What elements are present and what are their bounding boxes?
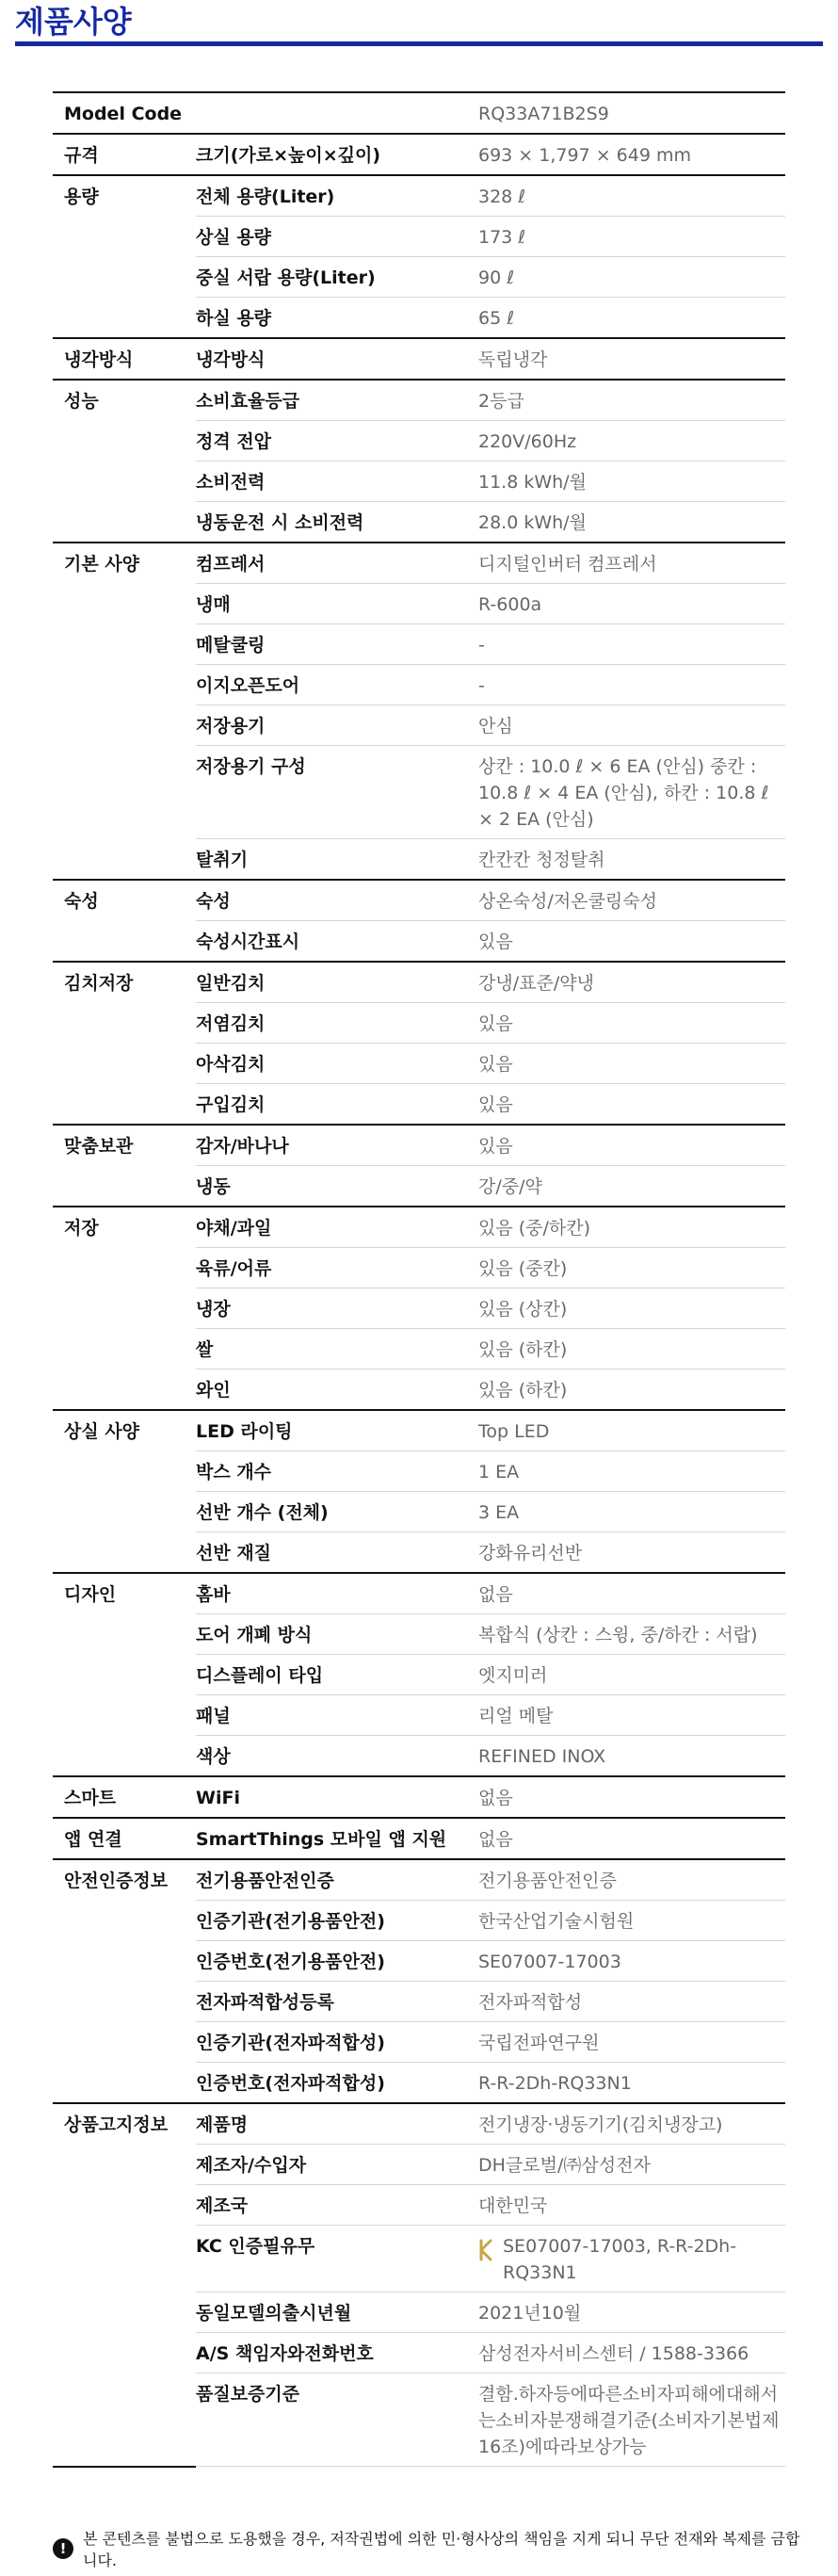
spec-category: 김치저장 xyxy=(53,962,196,1003)
spec-category-empty xyxy=(53,1736,196,1777)
spec-category: 용량 xyxy=(53,175,196,217)
kc-value-wrap xyxy=(478,2233,780,2286)
spec-label: 컴프레서 xyxy=(196,543,478,584)
spec-category-empty xyxy=(53,1166,196,1207)
spec-row xyxy=(53,746,785,839)
spec-row xyxy=(53,1901,785,1941)
spec-label: LED 라이팅 xyxy=(196,1410,478,1451)
spec-category-empty xyxy=(53,2022,196,2063)
spec-label: 도어 개폐 방식 xyxy=(196,1614,478,1655)
spec-value: 강화유리선반 xyxy=(478,1532,785,1574)
spec-label: 아삭김치 xyxy=(196,1044,478,1084)
spec-value: 28.0 kWh/월 xyxy=(478,502,785,543)
spec-row xyxy=(53,2063,785,2104)
exclamation-circle-icon: ! xyxy=(53,2538,73,2559)
copyright-notice xyxy=(53,2527,806,2570)
spec-row xyxy=(53,2103,785,2145)
spec-category-empty xyxy=(53,2292,196,2333)
spec-row xyxy=(53,462,785,502)
spec-label: 제조국 xyxy=(196,2185,478,2226)
spec-value: 있음 (상칸) xyxy=(478,1288,785,1329)
spec-label: 정격 전압 xyxy=(196,421,478,462)
spec-label: 전자파적합성등록 xyxy=(196,1982,478,2022)
spec-value: 없음 xyxy=(478,1776,785,1818)
spec-value: 없음 xyxy=(478,1818,785,1859)
spec-label: 전기용품안전인증 xyxy=(196,1859,478,1901)
spec-category-empty xyxy=(53,1532,196,1574)
spec-row xyxy=(53,921,785,963)
spec-category-empty xyxy=(53,502,196,543)
spec-row xyxy=(53,2226,785,2292)
spec-category: 안전인증정보 xyxy=(53,1859,196,1901)
spec-row xyxy=(53,298,785,339)
spec-row xyxy=(53,1003,785,1044)
model-code-label: Model Code xyxy=(53,92,478,134)
kc-value-text: SE07007-17003, R-R-2Dh-RQ33N1 xyxy=(503,2236,737,2283)
spec-category-empty xyxy=(53,1044,196,1084)
spec-row xyxy=(53,175,785,217)
spec-category-empty xyxy=(53,1492,196,1532)
spec-category: 냉각방식 xyxy=(53,338,196,380)
spec-category-empty xyxy=(53,746,196,839)
spec-category-empty xyxy=(53,1329,196,1369)
spec-label: 숙성 xyxy=(196,880,478,921)
spec-row xyxy=(53,1207,785,1248)
spec-row xyxy=(53,502,785,543)
spec-value: 3 EA xyxy=(478,1492,785,1532)
spec-value: 독립냉각 xyxy=(478,338,785,380)
spec-value: 있음 xyxy=(478,1003,785,1044)
copyright-notice-text: 본 콘텐츠를 불법으로 도용했을 경우, 저작권법에 의한 민·형사상의 책임을 지게 되니 무단 전재와 복제를 금합니다. xyxy=(83,2530,800,2569)
spec-value: 없음 xyxy=(478,1573,785,1614)
spec-category-empty xyxy=(53,462,196,502)
spec-value: - xyxy=(478,665,785,705)
spec-row xyxy=(53,1329,785,1369)
spec-category-empty xyxy=(53,705,196,746)
spec-label: 냉장 xyxy=(196,1288,478,1329)
spec-value: 있음 xyxy=(478,1044,785,1084)
spec-category-empty xyxy=(53,584,196,624)
spec-label: 하실 용량 xyxy=(196,298,478,339)
spec-row xyxy=(53,2292,785,2333)
spec-label: KC 인증필유무 xyxy=(196,2226,478,2292)
spec-value: R-R-2Dh-RQ33N1 xyxy=(478,2063,785,2104)
spec-label: 숙성시간표시 xyxy=(196,921,478,963)
spec-category: 상품고지정보 xyxy=(53,2103,196,2145)
spec-label: 구입김치 xyxy=(196,1084,478,1126)
spec-row xyxy=(53,1125,785,1166)
spec-row xyxy=(53,1044,785,1084)
spec-category: 스마트 xyxy=(53,1776,196,1818)
spec-value: - xyxy=(478,624,785,665)
spec-category: 규격 xyxy=(53,134,196,175)
spec-value: 11.8 kWh/월 xyxy=(478,462,785,502)
spec-label: 제조자/수입자 xyxy=(196,2145,478,2185)
spec-category-empty xyxy=(53,1451,196,1492)
spec-row xyxy=(53,1982,785,2022)
spec-label: 냉매 xyxy=(196,584,478,624)
spec-label: 디스플레이 타입 xyxy=(196,1655,478,1695)
spec-value: 693 × 1,797 × 649 mm xyxy=(478,134,785,175)
spec-category-empty xyxy=(53,2145,196,2185)
spec-category-empty xyxy=(53,257,196,298)
spec-category-empty xyxy=(53,1982,196,2022)
spec-row xyxy=(53,962,785,1003)
spec-row xyxy=(53,584,785,624)
spec-label: 이지오픈도어 xyxy=(196,665,478,705)
spec-row xyxy=(53,1941,785,1982)
spec-category-empty xyxy=(53,1695,196,1736)
spec-category: 성능 xyxy=(53,380,196,421)
spec-category: 저장 xyxy=(53,1207,196,1248)
spec-table-body xyxy=(53,92,785,2467)
spec-label: 야채/과일 xyxy=(196,1207,478,1248)
spec-row xyxy=(53,1084,785,1126)
spec-label: 선반 재질 xyxy=(196,1532,478,1574)
spec-value: 있음 (하칸) xyxy=(478,1329,785,1369)
spec-label: 일반김치 xyxy=(196,962,478,1003)
spec-category: 디자인 xyxy=(53,1573,196,1614)
spec-value: 엣지미러 xyxy=(478,1655,785,1695)
spec-row xyxy=(53,2373,785,2467)
spec-label: 색상 xyxy=(196,1736,478,1777)
spec-value: 있음 (중/하칸) xyxy=(478,1207,785,1248)
spec-value: REFINED INOX xyxy=(478,1736,785,1777)
spec-value: 전기냉장·냉동기기(김치냉장고) xyxy=(478,2103,785,2145)
spec-row xyxy=(53,421,785,462)
spec-value: 90 ℓ xyxy=(478,257,785,298)
model-code-value: RQ33A71B2S9 xyxy=(478,92,785,134)
spec-value: 삼성전자서비스센터 / 1588-3366 xyxy=(478,2333,785,2373)
spec-row xyxy=(53,1736,785,1777)
spec-value: 173 ℓ xyxy=(478,217,785,257)
spec-label: 인증기관(전기용품안전) xyxy=(196,1901,478,1941)
spec-row xyxy=(53,1369,785,1411)
spec-label: 냉각방식 xyxy=(196,338,478,380)
spec-row xyxy=(53,380,785,421)
spec-row xyxy=(53,1166,785,1207)
spec-category: 앱 연결 xyxy=(53,1818,196,1859)
spec-row xyxy=(53,543,785,584)
spec-row xyxy=(53,1451,785,1492)
spec-category-empty xyxy=(53,2373,196,2467)
spec-value: 디지털인버터 컴프레서 xyxy=(478,543,785,584)
spec-label: A/S 책임자와전화번호 xyxy=(196,2333,478,2373)
spec-category-empty xyxy=(53,1369,196,1411)
spec-value: 복합식 (상칸 : 스윙, 중/하칸 : 서랍) xyxy=(478,1614,785,1655)
spec-category-empty xyxy=(53,421,196,462)
spec-category-empty xyxy=(53,839,196,881)
page-title: 제품사양 xyxy=(15,4,132,40)
spec-row xyxy=(53,1532,785,1574)
spec-row xyxy=(53,2145,785,2185)
spec-value: 있음 xyxy=(478,1125,785,1166)
spec-value xyxy=(478,2226,785,2292)
spec-label: 박스 개수 xyxy=(196,1451,478,1492)
spec-table xyxy=(53,91,785,2468)
spec-label: 감자/바나나 xyxy=(196,1125,478,1166)
spec-row xyxy=(53,839,785,881)
spec-label: 인증번호(전자파적합성) xyxy=(196,2063,478,2104)
spec-category-empty xyxy=(53,298,196,339)
spec-label: 인증번호(전기용품안전) xyxy=(196,1941,478,1982)
spec-label: 홈바 xyxy=(196,1573,478,1614)
spec-value: DH글로벌/㈜삼성전자 xyxy=(478,2145,785,2185)
spec-label: 쌀 xyxy=(196,1329,478,1369)
spec-row xyxy=(53,705,785,746)
spec-row xyxy=(53,1573,785,1614)
spec-label: 저장용기 구성 xyxy=(196,746,478,839)
spec-value: 강/중/약 xyxy=(478,1166,785,1207)
spec-value: SE07007-17003 xyxy=(478,1941,785,1982)
kc-mark-icon xyxy=(478,2239,495,2261)
spec-label: 탈취기 xyxy=(196,839,478,881)
spec-row xyxy=(53,217,785,257)
spec-row xyxy=(53,1655,785,1695)
spec-category-empty xyxy=(53,1655,196,1695)
spec-row xyxy=(53,880,785,921)
spec-value: 2021년10월 xyxy=(478,2292,785,2333)
spec-value: 상온숙성/저온쿨링숙성 xyxy=(478,880,785,921)
spec-row xyxy=(53,1695,785,1736)
spec-category-empty xyxy=(53,1288,196,1329)
spec-row xyxy=(53,1614,785,1655)
spec-row xyxy=(53,1492,785,1532)
spec-row xyxy=(53,624,785,665)
spec-row xyxy=(53,665,785,705)
spec-label: 선반 개수 (전체) xyxy=(196,1492,478,1532)
spec-label: 냉동운전 시 소비전력 xyxy=(196,502,478,543)
spec-category-empty xyxy=(53,1614,196,1655)
spec-value: 상칸 : 10.0 ℓ × 6 EA (안심) 중칸 : 10.8 ℓ × 4 EA (안심), 하칸 : 10.8 ℓ × 2 EA (안심) xyxy=(478,746,785,839)
spec-row xyxy=(53,2333,785,2373)
spec-value: 있음 (중칸) xyxy=(478,1248,785,1288)
spec-label: 냉동 xyxy=(196,1166,478,1207)
spec-row xyxy=(53,1410,785,1451)
spec-label: 동일모델의출시년월 xyxy=(196,2292,478,2333)
spec-label: 중실 서랍 용량(Liter) xyxy=(196,257,478,298)
spec-label: 상실 용량 xyxy=(196,217,478,257)
spec-category-empty xyxy=(53,1941,196,1982)
spec-value: 리얼 메탈 xyxy=(478,1695,785,1736)
spec-category: 상실 사양 xyxy=(53,1410,196,1451)
spec-label: 저염김치 xyxy=(196,1003,478,1044)
spec-value: 국립전파연구원 xyxy=(478,2022,785,2063)
spec-row xyxy=(53,1776,785,1818)
spec-value: 65 ℓ xyxy=(478,298,785,339)
spec-label: 육류/어류 xyxy=(196,1248,478,1288)
spec-row xyxy=(53,1288,785,1329)
spec-label: 소비효율등급 xyxy=(196,380,478,421)
title-underline xyxy=(15,41,823,46)
spec-label: 와인 xyxy=(196,1369,478,1411)
spec-category-empty xyxy=(53,1084,196,1126)
spec-value: 있음 xyxy=(478,1084,785,1126)
spec-value: R-600a xyxy=(478,584,785,624)
spec-category-empty xyxy=(53,2063,196,2104)
spec-value: 1 EA xyxy=(478,1451,785,1492)
spec-category-empty xyxy=(53,624,196,665)
spec-value: 한국산업기술시험원 xyxy=(478,1901,785,1941)
spec-row xyxy=(53,2022,785,2063)
spec-value: 칸칸칸 청정탈취 xyxy=(478,839,785,881)
spec-category-empty xyxy=(53,1003,196,1044)
spec-value: 전기용품안전인증 xyxy=(478,1859,785,1901)
spec-label: 전체 용량(Liter) xyxy=(196,175,478,217)
model-code-row xyxy=(53,92,785,134)
spec-category: 맞춤보관 xyxy=(53,1125,196,1166)
spec-label: 크기(가로×높이×깊이) xyxy=(196,134,478,175)
spec-value: 있음 xyxy=(478,921,785,963)
spec-category-empty xyxy=(53,1248,196,1288)
spec-value: 전자파적합성 xyxy=(478,1982,785,2022)
spec-value: 강냉/표준/약냉 xyxy=(478,962,785,1003)
spec-category-empty xyxy=(53,1901,196,1941)
spec-category-empty xyxy=(53,2333,196,2373)
spec-value: 대한민국 xyxy=(478,2185,785,2226)
spec-value: 2등급 xyxy=(478,380,785,421)
spec-category-empty xyxy=(53,2226,196,2292)
spec-category-empty xyxy=(53,217,196,257)
spec-category-empty xyxy=(53,2185,196,2226)
spec-value: 328 ℓ xyxy=(478,175,785,217)
spec-category: 숙성 xyxy=(53,880,196,921)
spec-row xyxy=(53,1818,785,1859)
spec-label: 인증기관(전자파적합성) xyxy=(196,2022,478,2063)
spec-category-empty xyxy=(53,665,196,705)
spec-category: 기본 사양 xyxy=(53,543,196,584)
spec-label: SmartThings 모바일 앱 지원 xyxy=(196,1818,478,1859)
spec-row xyxy=(53,1248,785,1288)
spec-label: WiFi xyxy=(196,1776,478,1818)
spec-value: 결함.하자등에따른소비자피해에대해서는소비자분쟁해결기준(소비자기본법제16조)에따라보상가능 xyxy=(478,2373,785,2467)
spec-row xyxy=(53,2185,785,2226)
spec-label: 저장용기 xyxy=(196,705,478,746)
spec-value: 220V/60Hz xyxy=(478,421,785,462)
spec-label: 제품명 xyxy=(196,2103,478,2145)
spec-row xyxy=(53,1859,785,1901)
spec-value: 안심 xyxy=(478,705,785,746)
spec-label: 패널 xyxy=(196,1695,478,1736)
spec-row xyxy=(53,257,785,298)
spec-row xyxy=(53,338,785,380)
spec-value: Top LED xyxy=(478,1410,785,1451)
spec-label: 품질보증기준 xyxy=(196,2373,478,2467)
spec-category-empty xyxy=(53,921,196,963)
spec-label: 소비전력 xyxy=(196,462,478,502)
spec-value: 있음 (하칸) xyxy=(478,1369,785,1411)
spec-row xyxy=(53,134,785,175)
spec-label: 메탈쿨링 xyxy=(196,624,478,665)
